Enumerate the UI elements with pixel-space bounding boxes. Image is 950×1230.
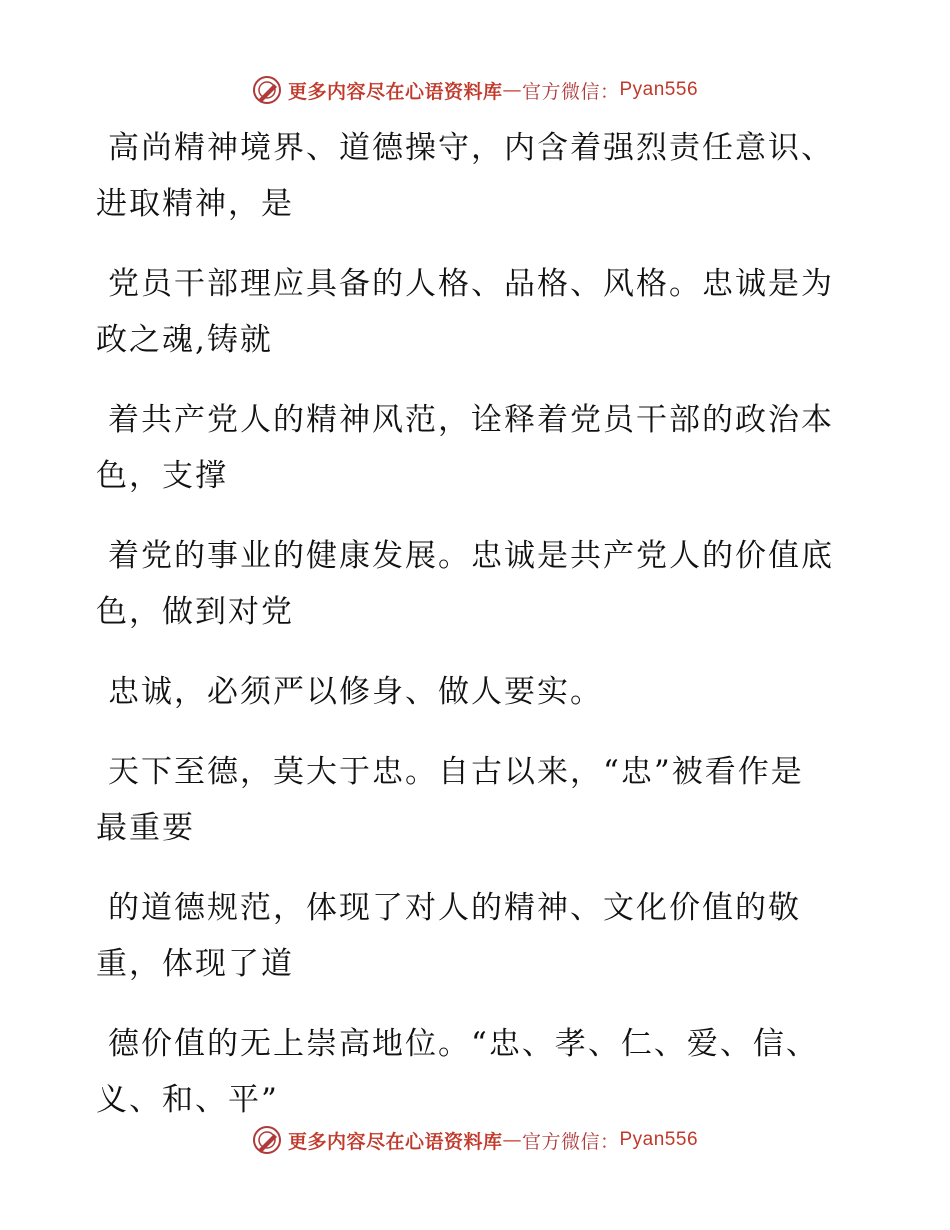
paragraph: 德价值的无上崇高地位。“忠、孝、仁、爱、信、义、和、平”	[96, 1026, 819, 1118]
banner-wechat-id: Pyan556	[619, 79, 699, 100]
paragraph: 忠诚，必须严以修身、做人要实。	[108, 674, 603, 710]
banner-separator: —	[502, 1129, 522, 1151]
pen-logo-icon	[252, 75, 282, 105]
paragraph: 高尚精神境界、道德操守，内含着强烈责任意识、进取精神，是	[96, 130, 834, 222]
banner-wechat-label: 官方微信：	[521, 80, 620, 103]
banner-brand-text: 更多内容尽在心语资料库	[287, 1130, 503, 1153]
pen-logo-icon	[252, 1125, 282, 1155]
paragraph: 党员干部理应具备的人格、品格、风格。忠诚是为政之魂,铸就	[96, 266, 834, 358]
paragraph: 的道德规范，体现了对人的精神、文化价值的敬重，体现了道	[96, 890, 801, 982]
paragraph: 着共产党人的精神风范，诠释着党员干部的政治本色，支撑	[96, 402, 834, 494]
banner-brand-text: 更多内容尽在心语资料库	[287, 80, 503, 103]
paragraph: 天下至德，莫大于忠。自古以来，“忠”被看作是最重要	[96, 754, 804, 846]
paragraph: 着党的事业的健康发展。忠诚是共产党人的价值底色，做到对党	[96, 538, 834, 630]
banner-wechat-label: 官方微信：	[521, 1130, 620, 1153]
banner-wechat-id: Pyan556	[619, 1129, 699, 1150]
footer-watermark-banner	[0, 1120, 950, 1160]
document-body	[96, 120, 836, 1152]
header-watermark-banner	[0, 70, 950, 110]
banner-separator: —	[502, 79, 522, 101]
